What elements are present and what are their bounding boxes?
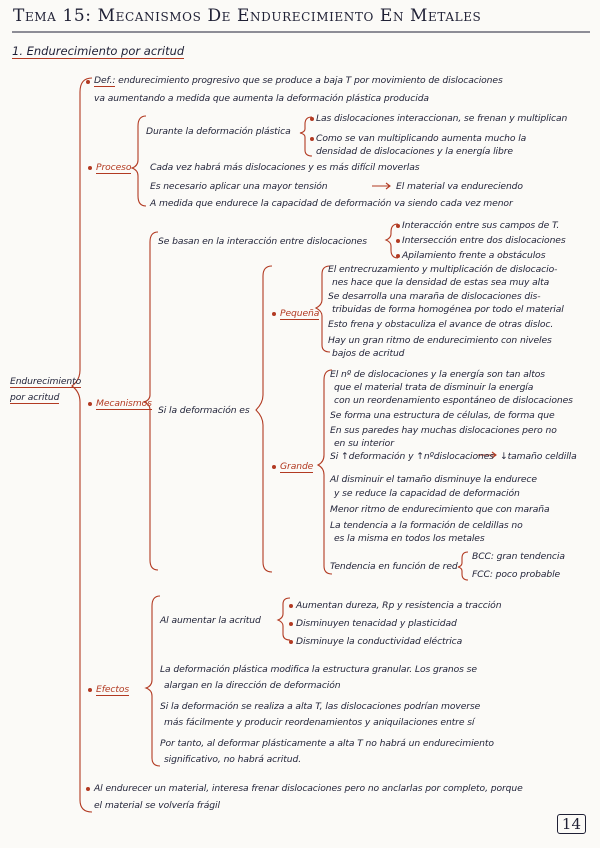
grande-item-7a: La tendencia a la formación de celdillas no <box>330 520 523 531</box>
proceso-durante-item-1: Las dislocaciones interaccionan, se frenan y multiplican <box>316 113 568 124</box>
bullet <box>289 622 293 626</box>
definition-label: Def.: <box>94 75 116 86</box>
proceso-item-3b: El material va endureciendo <box>396 181 523 192</box>
proceso-durante-item-2b: densidad de dislocaciones y la energía libre <box>316 146 513 157</box>
proceso-item-2: Cada vez habrá más dislocaciones y es más difícil moverlas <box>150 162 420 173</box>
grande-item-1a: El nº de dislocaciones y la energía son tan altos <box>330 369 545 380</box>
proceso-durante: Durante la deformación plástica <box>146 126 291 137</box>
page-title: Tema 15: Mecanismos De Endurecimiento En Metales <box>13 6 482 26</box>
bullet <box>86 787 90 791</box>
section-heading-text: 1. Endurecimiento por acritud <box>12 44 185 58</box>
grande-item-2: Se forma una estructura de células, de forma que <box>330 410 555 421</box>
pequena-label <box>280 308 319 319</box>
mecanismos-basan-item-3: Apilamiento frente a obstáculos <box>402 250 546 261</box>
mecanismos-basan-item-2: Intersección entre dos dislocaciones <box>402 235 566 246</box>
pequena-item-2b: tribuidas de forma homogénea por todo el material <box>332 304 564 315</box>
grande-item-1c: con un reordenamiento espontáneo de dislocaciones <box>334 395 573 406</box>
grande-item-6: Menor ritmo de endurecimiento que con maraña <box>330 504 550 515</box>
bullet <box>272 465 276 469</box>
efectos-aumentar-item-3: Disminuye la conductividad eléctrica <box>296 636 463 647</box>
bullet <box>86 80 90 84</box>
bullet <box>396 224 400 228</box>
grande-item-5a: Al disminuir el tamaño disminuye la endurece <box>330 474 537 485</box>
mecanismos-basan-item-1: Interacción entre sus campos de T. <box>402 220 560 231</box>
efectos-item-3a: Por tanto, al deformar plásticamente a alta T no habrá un endurecimiento <box>160 738 494 749</box>
pequena-item-2a: Se desarrolla una maraña de dislocaciones dis- <box>328 291 541 302</box>
bullet <box>396 254 400 258</box>
grande-item-7b: es la misma en todos los metales <box>334 533 485 544</box>
efectos-aumentar-item-2: Disminuyen tenacidad y plasticidad <box>296 618 457 629</box>
grande-item-3b: en su interior <box>334 438 394 449</box>
bullet <box>88 688 92 692</box>
final-note-line-1: Al endurecer un material, interesa frenar dislocaciones pero no anclarlas por completo, porque <box>94 783 523 794</box>
grande-text: Grande <box>280 461 314 472</box>
final-note-line-2: el material se volvería frágil <box>94 800 220 811</box>
mecanismos-basan: Se basan en la interacción entre dislocaciones <box>158 236 367 247</box>
efectos-text: Efectos <box>96 684 130 695</box>
efectos-item-2b: más fácilmente y producir reordenamientos y aniquilaciones entre sí <box>164 717 475 728</box>
bullet <box>310 137 314 141</box>
proceso-item-4: A medida que endurece la capacidad de deformación va siendo cada vez menor <box>150 198 513 209</box>
definition-text-1: endurecimiento progresivo que se produce a baja T por movimiento de dislocaciones <box>118 75 503 86</box>
efectos-aumentar-item-1: Aumentan dureza, Rp y resistencia a tracción <box>296 600 502 611</box>
efectos-aumentar: Al aumentar la acritud <box>160 615 261 626</box>
pequena-item-1a: El entrecruzamiento y multiplicación de dislocacio- <box>328 264 558 275</box>
bullet <box>88 402 92 406</box>
mecanismos-text: Mecanismos <box>96 398 152 409</box>
root-topic-text: Endurecimiento por acritud <box>10 376 82 403</box>
root-topic-label <box>10 374 82 406</box>
pequena-item-4b: bajos de acritud <box>332 348 405 359</box>
bullet <box>289 640 293 644</box>
grande-bcc: BCC: gran tendencia <box>472 551 565 562</box>
grande-item-5b: y se reduce la capacidad de deformación <box>334 488 520 499</box>
grande-item-3a: En sus paredes hay muchas dislocaciones pero no <box>330 425 557 436</box>
proceso-item-3a: Es necesario aplicar una mayor tensión <box>150 181 328 192</box>
grande-item-4a: Si ↑deformación y ↑nºdislocaciones <box>330 451 494 462</box>
efectos-label <box>96 684 129 695</box>
bullet <box>88 166 92 170</box>
pequena-item-1b: nes hace que la densidad de estas sea muy alta <box>332 277 550 288</box>
mecanismos-label <box>96 398 152 409</box>
grande-item-1b: que el material trata de disminuir la energía <box>334 382 534 393</box>
grande-item-8: Tendencia en función de red <box>330 561 458 572</box>
pequena-text: Pequeña <box>280 308 320 319</box>
efectos-item-3b: significativo, no habrá acritud. <box>164 754 302 765</box>
proceso-label <box>96 162 131 173</box>
grande-fcc: FCC: poco probable <box>472 569 561 580</box>
efectos-item-1a: La deformación plástica modifica la estructura granular. Los granos se <box>160 664 477 675</box>
section-heading <box>12 44 184 58</box>
pequena-item-3: Esto frena y obstaculiza el avance de otras disloc. <box>328 319 554 330</box>
definition-line-2: va aumentando a medida que aumenta la deformación plástica producida <box>94 93 429 104</box>
bullet <box>289 604 293 608</box>
bullet <box>310 117 314 121</box>
pequena-item-4a: Hay un gran ritmo de endurecimiento con niveles <box>328 335 552 346</box>
grande-label <box>280 461 313 472</box>
definition-line-1 <box>94 75 503 86</box>
mecanismos-si-deformacion: Si la deformación es <box>158 405 250 416</box>
grande-item-4b: ↓tamaño celdilla <box>500 451 577 462</box>
proceso-durante-item-2a: Como se van multiplicando aumenta mucho la <box>316 133 527 144</box>
bullet <box>272 312 276 316</box>
efectos-item-2a: Si la deformación se realiza a alta T, las dislocaciones podrían moverse <box>160 701 481 712</box>
page-number: 14 <box>557 814 586 834</box>
proceso-text: Proceso <box>96 162 132 173</box>
efectos-item-1b: alargan en la dirección de deformación <box>164 680 341 691</box>
bullet <box>396 239 400 243</box>
